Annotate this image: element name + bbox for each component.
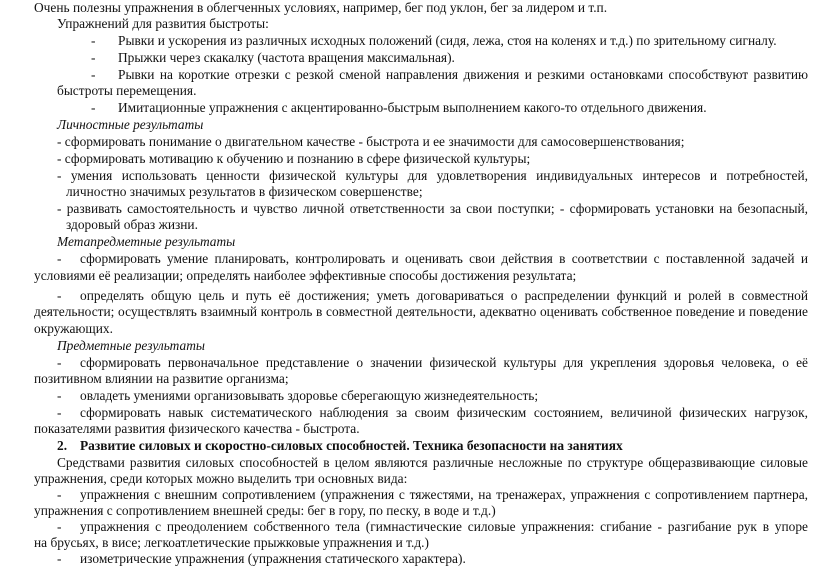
paragraph-line: Средствами развития силовых способностей в целом являются различные несложные по структуре общеразвивающие силовые [57, 454, 808, 470]
list-dash: - [91, 49, 96, 65]
list-item: сформировать умение планировать, контролировать и оценивать свои действия в соответствии с поставленной задачей и [80, 250, 808, 266]
list-item-continuation: здоровый образ жизни. [66, 216, 198, 232]
list-item: Рывки и ускорения из различных исходных положений (сидя, лежа, стоя на коленях и т.д.) по зрительному сигналу. [118, 33, 777, 48]
list-item: овладеть умениями организовывать здоровье сберегающую жизнедеятельность; [80, 388, 539, 404]
list-dash: - [57, 405, 62, 420]
list-dash: - [57, 288, 62, 304]
list-dash: - [91, 33, 96, 48]
list-item-continuation: упражнения с сопротивлением внешней среды: бег в гору, по песку, в воде и т.д.) [34, 503, 496, 518]
list-item: сформировать первоначальное представление о значении физической культуры для укрепления здоровья человека, о её [80, 355, 808, 371]
paragraph-heading: Упражнений для развития быстроты: [57, 16, 269, 31]
paragraph-line: Очень полезны упражнения в облегченных условиях, например, бег под уклон, бег за лидером и т.п. [34, 0, 608, 15]
list-item-continuation: позитивном влиянии на развитие организма; [34, 371, 289, 387]
list-item-continuation: быстроты перемещения. [57, 82, 197, 98]
list-dash: - [57, 487, 62, 502]
list-item: определять общую цель и путь её достижения; уметь договариваться о распределении функций и ролей в совместной [80, 288, 808, 304]
section-title: Развитие силовых и скоростно-силовых способностей. Техника безопасности на занятиях [80, 438, 623, 453]
list-item: сформировать навык систематического наблюдения за своим физическим состоянием, величиной физических нагрузок, [80, 405, 808, 420]
list-item-continuation: условиями её реализации; определять наиболее эффективные способы достижения результата; [34, 267, 577, 283]
list-item: изометрические упражнения (упражнения статического характера). [80, 551, 466, 566]
paragraph-line: упражнения, среди которых можно выделить три основных вида: [34, 470, 408, 486]
list-dash: - [57, 355, 62, 371]
list-item-continuation: на брусьях, в висе; легкоатлетические прыжковые упражнения и т.д.) [34, 535, 429, 550]
list-item: - сформировать понимание о двигательном качестве - быстрота и ее значимости для самосовершенствования; [57, 133, 685, 149]
list-item: Прыжки через скакалку (частота вращения максимальная). [118, 49, 455, 65]
list-dash: - [57, 250, 62, 266]
list-dash: - [57, 551, 62, 566]
list-item-continuation: показателями развития физического качества - быстрота. [34, 421, 360, 436]
list-item: Рывки на короткие отрезки с резкой сменой направления движения и резкими остановками способствуют развитию [118, 66, 808, 82]
list-dash: - [57, 519, 62, 534]
list-item: - умения использовать ценности физической культуры для удовлетворения индивидуальных интересов и потребностей, [57, 167, 808, 183]
list-item-continuation: личностно значимых результатов в физическом совершенстве; [66, 183, 423, 199]
list-item-continuation: окружающих. [34, 321, 113, 337]
section-number: 2. [57, 438, 68, 453]
section-heading: Личностные результаты [57, 116, 204, 132]
list-dash: - [91, 66, 96, 82]
section-heading: Метапредметные результаты [57, 233, 236, 249]
section-heading: Предметные результаты [57, 338, 205, 354]
list-item: упражнения с преодолением собственного тела (гимнастические силовые упражнения: сгибание - разгибание рук в упоре [80, 519, 808, 534]
list-item: - развивать самостоятельность и чувство личной ответственности за свои поступки; - сформировать установки на безопасный, [57, 200, 808, 216]
list-item: Имитационные упражнения с акцентированно-быстрым выполнением какого-то отдельного движения. [118, 99, 707, 115]
list-item-continuation: деятельности; осуществлять взаимный контроль в совместной деятельности, адекватно оценивать собственное поведение и поведение [34, 304, 808, 320]
list-item: упражнения с внешним сопротивлением (упражнения с тяжестями, на тренажерах, упражнения с сопротивлением партнера, [80, 487, 808, 502]
list-item: - сформировать мотивацию к обучению и познанию в сфере физической культуры; [57, 150, 531, 166]
list-dash: - [57, 388, 62, 404]
list-dash: - [91, 99, 96, 115]
